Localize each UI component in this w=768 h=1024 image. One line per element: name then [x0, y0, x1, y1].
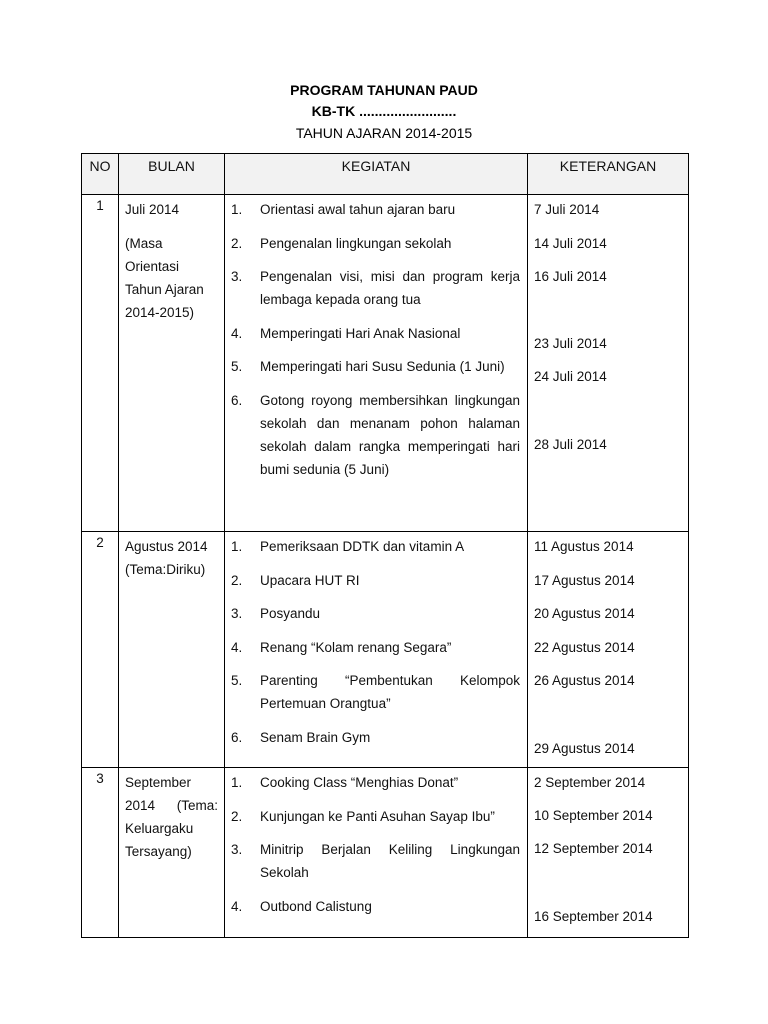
activity-list — [225, 532, 528, 768]
header-kegiatan: KEGIATAN — [225, 154, 528, 195]
note-date: 7 Juli 2014 — [534, 202, 600, 217]
list-item: 3. Posyandu — [231, 606, 321, 621]
list-item: 6. Gotong royong membersihkan lingkungan sekolah dan menanam pohon halaman sekolah dalam rangka memperingati hari bumi sedunia (5 Juni) — [231, 392, 520, 477]
list-item: 2. Upacara HUT RI — [231, 572, 360, 588]
document-title: PROGRAM TAHUNAN PAUD — [290, 82, 478, 98]
note-date: 10 September 2014 — [534, 808, 653, 823]
school-year: TAHUN AJARAN 2014-2015 — [295, 125, 473, 141]
header-bulan: BULAN — [119, 154, 225, 195]
row-number: 1 — [82, 195, 119, 532]
notes-cell — [528, 768, 689, 938]
month-label: Juli 2014 — [125, 202, 180, 217]
note-date: 17 Agustus 2014 — [534, 573, 635, 588]
note-date: 12 September 2014 — [534, 841, 653, 856]
month-cell — [119, 532, 225, 768]
list-item: 2. Kunjungan ke Panti Asuhan Sayap Ibu” — [231, 808, 495, 824]
list-item: 3. Pengenalan visi, misi dan program kerja lembaga kepada orang tua — [231, 269, 520, 307]
header-keterangan: KETERANGAN — [528, 154, 689, 195]
row-number: 2 — [82, 532, 119, 768]
list-item: 1. Pemeriksaan DDTK dan vitamin A — [231, 539, 465, 554]
list-item: 3. Minitrip Berjalan Keliling Lingkungan Sekolah — [231, 842, 520, 880]
note-date: 16 Juli 2014 — [534, 269, 607, 284]
note-date: 28 Juli 2014 — [534, 437, 607, 452]
table-row — [82, 768, 689, 938]
document-header — [0, 80, 768, 144]
table-row — [82, 532, 689, 768]
notes-cell — [528, 195, 689, 532]
note-date: 22 Agustus 2014 — [534, 640, 635, 655]
notes-cell — [528, 532, 689, 768]
activity-list — [225, 195, 528, 532]
note-date: 11 Agustus 2014 — [534, 539, 634, 554]
month-cell — [119, 195, 225, 532]
list-item: 4. Renang “Kolam renang Segara” — [231, 639, 452, 655]
month-label: Agustus 2014 (Tema:Diriku) — [125, 539, 208, 577]
list-item: 2. Pengenalan lingkungan sekolah — [231, 235, 452, 251]
note-date: 2 September 2014 — [534, 775, 646, 790]
institution-name: KB-TK ......................... — [311, 103, 457, 119]
note-date: 14 Juli 2014 — [534, 236, 607, 251]
list-item: 1. Orientasi awal tahun ajaran baru — [231, 202, 456, 217]
table-row — [82, 195, 689, 532]
note-date: 23 Juli 2014 — [534, 336, 607, 351]
month-label: September 2014 (Tema: Keluargaku Tersayang) — [125, 775, 218, 859]
program-table — [81, 153, 689, 938]
list-item: 5. Memperingati hari Susu Sedunia (1 Juni) — [231, 359, 505, 374]
note-date: 24 Juli 2014 — [534, 369, 607, 384]
note-date: 29 Agustus 2014 — [534, 741, 635, 756]
note-date: 20 Agustus 2014 — [534, 606, 635, 621]
table-header-row — [82, 154, 689, 195]
header-no: NO — [82, 154, 119, 195]
note-date: 26 Agustus 2014 — [534, 673, 635, 688]
month-cell — [119, 768, 225, 938]
note-date: 16 September 2014 — [534, 909, 653, 924]
list-item: 4. Memperingati Hari Anak Nasional — [231, 325, 461, 341]
list-item: 4. Outbond Calistung — [231, 898, 372, 914]
row-number: 3 — [82, 768, 119, 938]
list-item: 1. Cooking Class “Menghias Donat” — [231, 775, 459, 790]
list-item: 5. Parenting “Pembentukan Kelompok Pertemuan Orangtua” — [231, 673, 520, 711]
activity-list — [225, 768, 528, 938]
list-item: 6. Senam Brain Gym — [231, 729, 371, 745]
month-note: (Masa Orientasi Tahun Ajaran 2014-2015) — [125, 236, 204, 320]
